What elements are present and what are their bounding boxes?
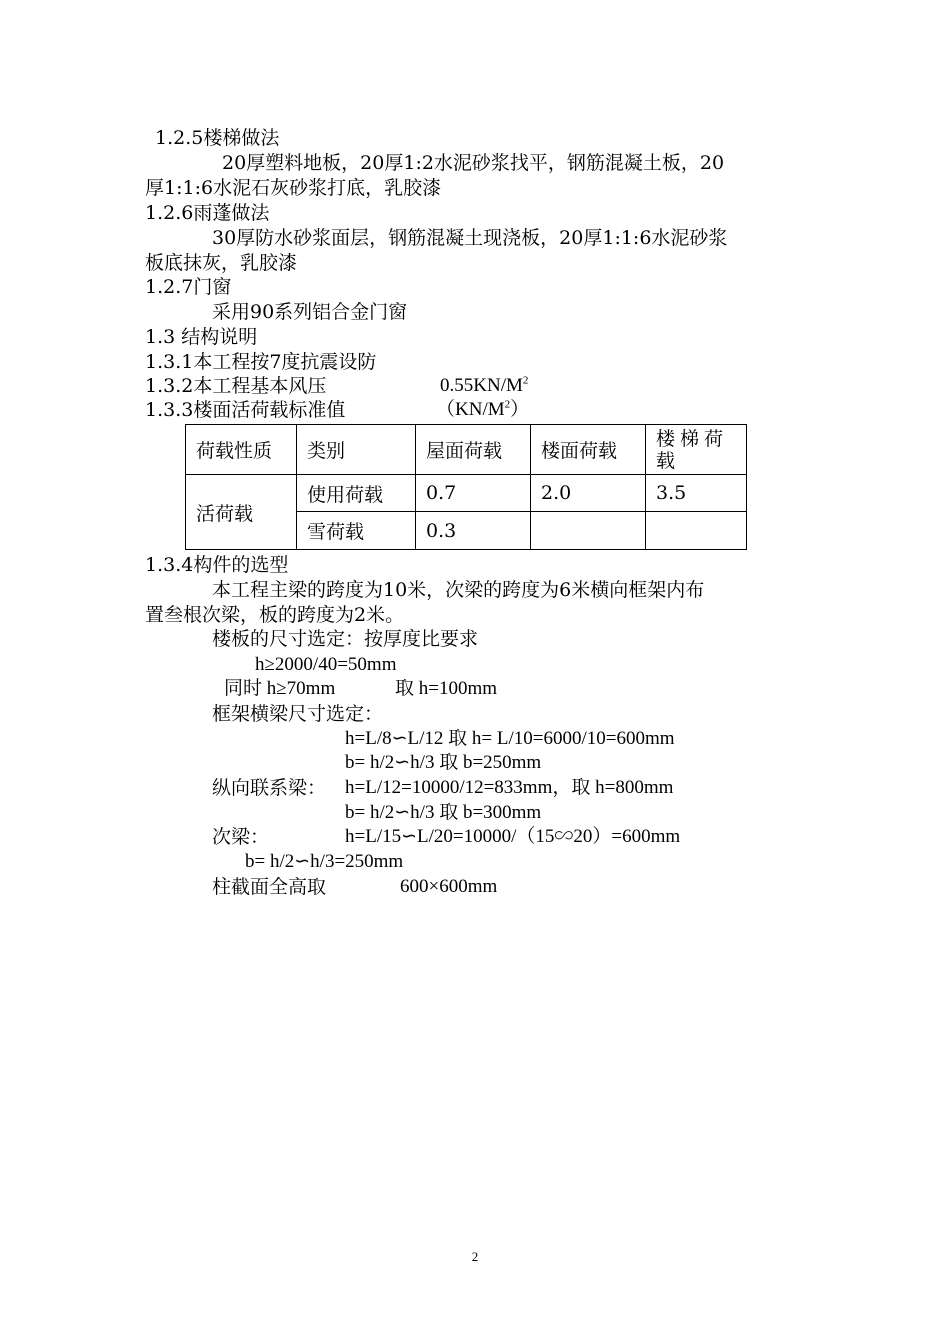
frame-beam-width: b= h/2∽h/3 取 b=250mm [345,752,542,773]
canopy-spec-line-1: 30厚防水砂浆面层，钢筋混凝土现浇板，20厚1:1:6水泥砂浆 [212,227,728,249]
live-load-table [185,424,747,550]
stair-load-cell: 3.5 [646,475,747,512]
span-description-line-1: 本工程主梁的跨度为10米，次梁的跨度为6米横向框架内布 [212,579,705,601]
stair-load-cell [646,512,747,550]
page-number: 2 [471,1249,479,1264]
door-window-spec: 采用90系列铝合金门窗 [212,301,408,323]
header-stair-load: 楼梯荷载 [646,425,747,475]
slab-size-title: 楼板的尺寸选定：按厚度比要求 [212,628,479,650]
section-heading-1-3: 1.3 结构说明 [145,326,258,348]
header-roof-load: 屋面荷载 [416,425,531,475]
wind-pressure-value: $0.55KN/M^2$ [440,374,529,396]
live-load-label: 1.3.3楼面活荷载标准值 [145,399,346,421]
secondary-beam-height: h=L/15∽L/20=10000/（15∽20）=600mm [345,826,681,847]
category-cell: 使用荷载 [297,475,416,512]
section-heading-1-3-4: 1.3.4构件的选型 [145,554,289,576]
column-section-value: 600×600mm [400,876,498,897]
longitudinal-beam-label: 纵向联系梁： [212,777,327,799]
section-heading-1-2-6: 1.2.6雨蓬做法 [145,202,270,224]
slab-minimum-thickness: 同时 h≥70mm [224,678,336,699]
seismic-design-line: 1.3.1本工程按7度抗震设防 [145,351,377,373]
table-row [186,475,747,512]
section-heading-1-2-5: 1.2.5楼梯做法 [155,127,280,149]
header-floor-load: 楼面荷载 [531,425,646,475]
frame-beam-height: h=L/8∽L/12 取 h= L/10=6000/10=600mm [345,728,675,749]
section-heading-1-2-7: 1.2.7门窗 [145,276,232,298]
slab-thickness-formula: h≥2000/40=50mm [255,654,397,675]
longitudinal-beam-height: h=L/12=10000/12=833mm，取 h=800mm [345,777,674,798]
secondary-beam-label: 次梁： [212,826,270,848]
live-load-group-cell: 活荷载 [186,475,297,550]
live-load-unit: $(KN/M^2)$ [436,398,530,420]
longitudinal-beam-width: b= h/2∽h/3 取 b=300mm [345,802,542,823]
category-cell: 雪荷载 [297,512,416,550]
header-load-type: 荷载性质 [186,425,297,475]
span-description-line-2: 置叁根次梁，板的跨度为2米。 [145,604,405,626]
stair-spec-line-1: 20厚塑料地板，20厚1:2水泥砂浆找平，钢筋混凝土板，20 [222,152,725,174]
slab-adopted-thickness: 取 h=100mm [395,678,498,699]
roof-load-cell: 0.3 [416,512,531,550]
table-header-row [186,425,747,475]
stair-spec-line-2: 厚1:1:6水泥石灰砂浆打底，乳胶漆 [145,177,442,199]
floor-load-cell [531,512,646,550]
header-category: 类别 [297,425,416,475]
frame-beam-title: 框架横梁尺寸选定： [212,703,384,725]
wind-pressure-label: 1.3.2本工程基本风压 [145,375,327,397]
column-section-label: 柱截面全高取 [212,876,327,898]
canopy-spec-line-2: 板底抹灰，乳胶漆 [145,252,298,274]
secondary-beam-width: b= h/2∽h/3=250mm [245,851,404,872]
floor-load-cell: 2.0 [531,475,646,512]
roof-load-cell: 0.7 [416,475,531,512]
